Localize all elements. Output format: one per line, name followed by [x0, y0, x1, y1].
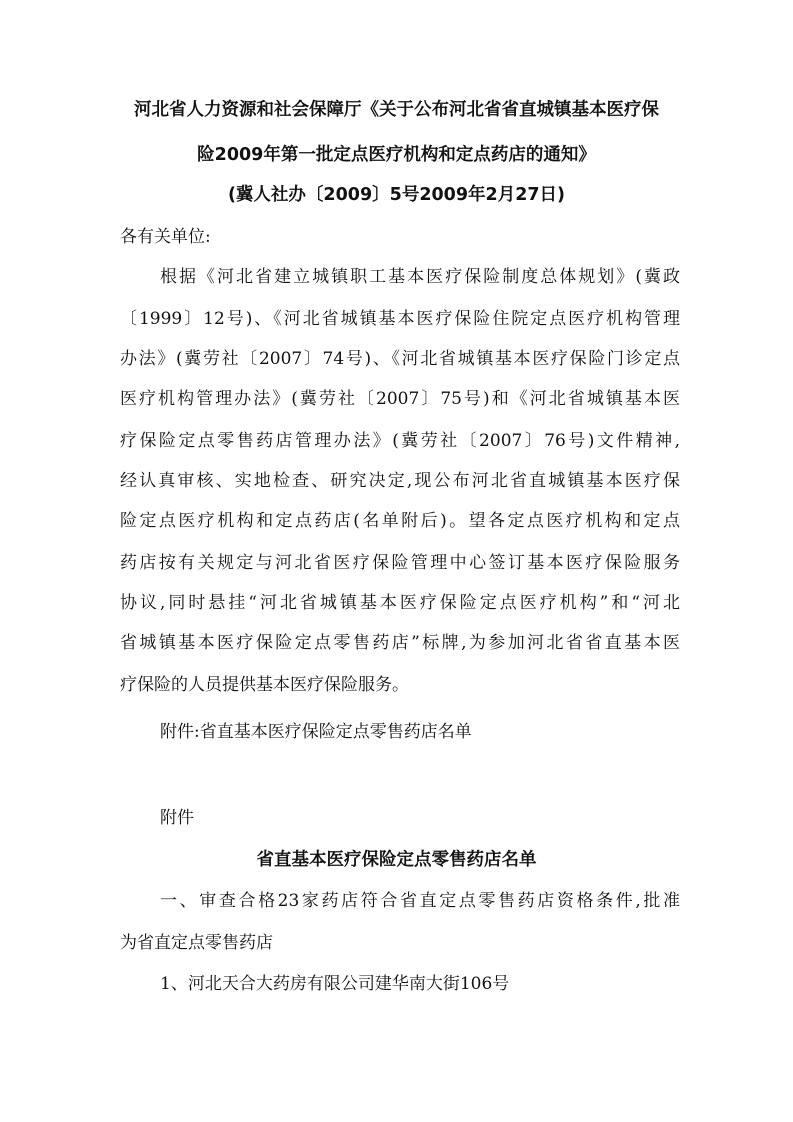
title-line-1: 河北省人力资源和社会保障厅《关于公布河北省省直城镇基本医疗保 — [134, 100, 659, 120]
document-number: (冀人社办〔2009〕5号2009年2月27日) — [227, 185, 566, 205]
title-line-2: 险2009年第一批定点医疗机构和定点药店的通知》 — [197, 145, 596, 165]
body-line-11: 疗保险的人员提供基本医疗保险服务。 — [120, 675, 409, 695]
body-line-7: 险定点医疗机构和定点药店(名单附后)。望各定点医疗机构和定点 — [120, 511, 680, 531]
attachment-label: 附件 — [160, 808, 194, 828]
section-one-line-1: 一、审查合格23家药店符合省直定点零售药店资格条件,批准 — [160, 891, 680, 911]
section-one-line-2: 为省直定点零售药店 — [120, 933, 273, 953]
body-line-4: 医疗机构管理办法》(冀劳社〔2007〕75号)和《河北省城镇基本医 — [120, 389, 680, 409]
body-line-10: 省城镇基本医疗保险定点零售药店”标牌,为参加河北省省直基本医 — [120, 633, 680, 653]
salutation: 各有关单位: — [120, 227, 211, 247]
body-line-2: 〔1999〕12号)、《河北省城镇基本医疗保险住院定点医疗机构管理 — [120, 309, 680, 329]
attachment-note: 附件:省直基本医疗保险定点零售药店名单 — [160, 722, 472, 742]
list-title: 省直基本医疗保险定点零售药店名单 — [256, 850, 537, 870]
list-item-1: 1、河北天合大药房有限公司建华南大街106号 — [160, 974, 510, 994]
body-line-6: 经认真审核、实地检查、研究决定,现公布河北省直城镇基本医疗保 — [120, 471, 680, 491]
body-line-8: 药店按有关规定与河北省医疗保险管理中心签订基本医疗保险服务 — [120, 553, 680, 573]
body-line-1: 根据《河北省建立城镇职工基本医疗保险制度总体规划》(冀政 — [160, 267, 680, 287]
body-line-5: 疗保险定点零售药店管理办法》(冀劳社〔2007〕76号)文件精神, — [120, 431, 680, 451]
body-line-3: 办法》(冀劳社〔2007〕74号)、《河北省城镇基本医疗保险门诊定点 — [120, 349, 680, 369]
body-line-9: 协议,同时悬挂“河北省城镇基本医疗保险定点医疗机构”和“河北 — [120, 593, 680, 613]
